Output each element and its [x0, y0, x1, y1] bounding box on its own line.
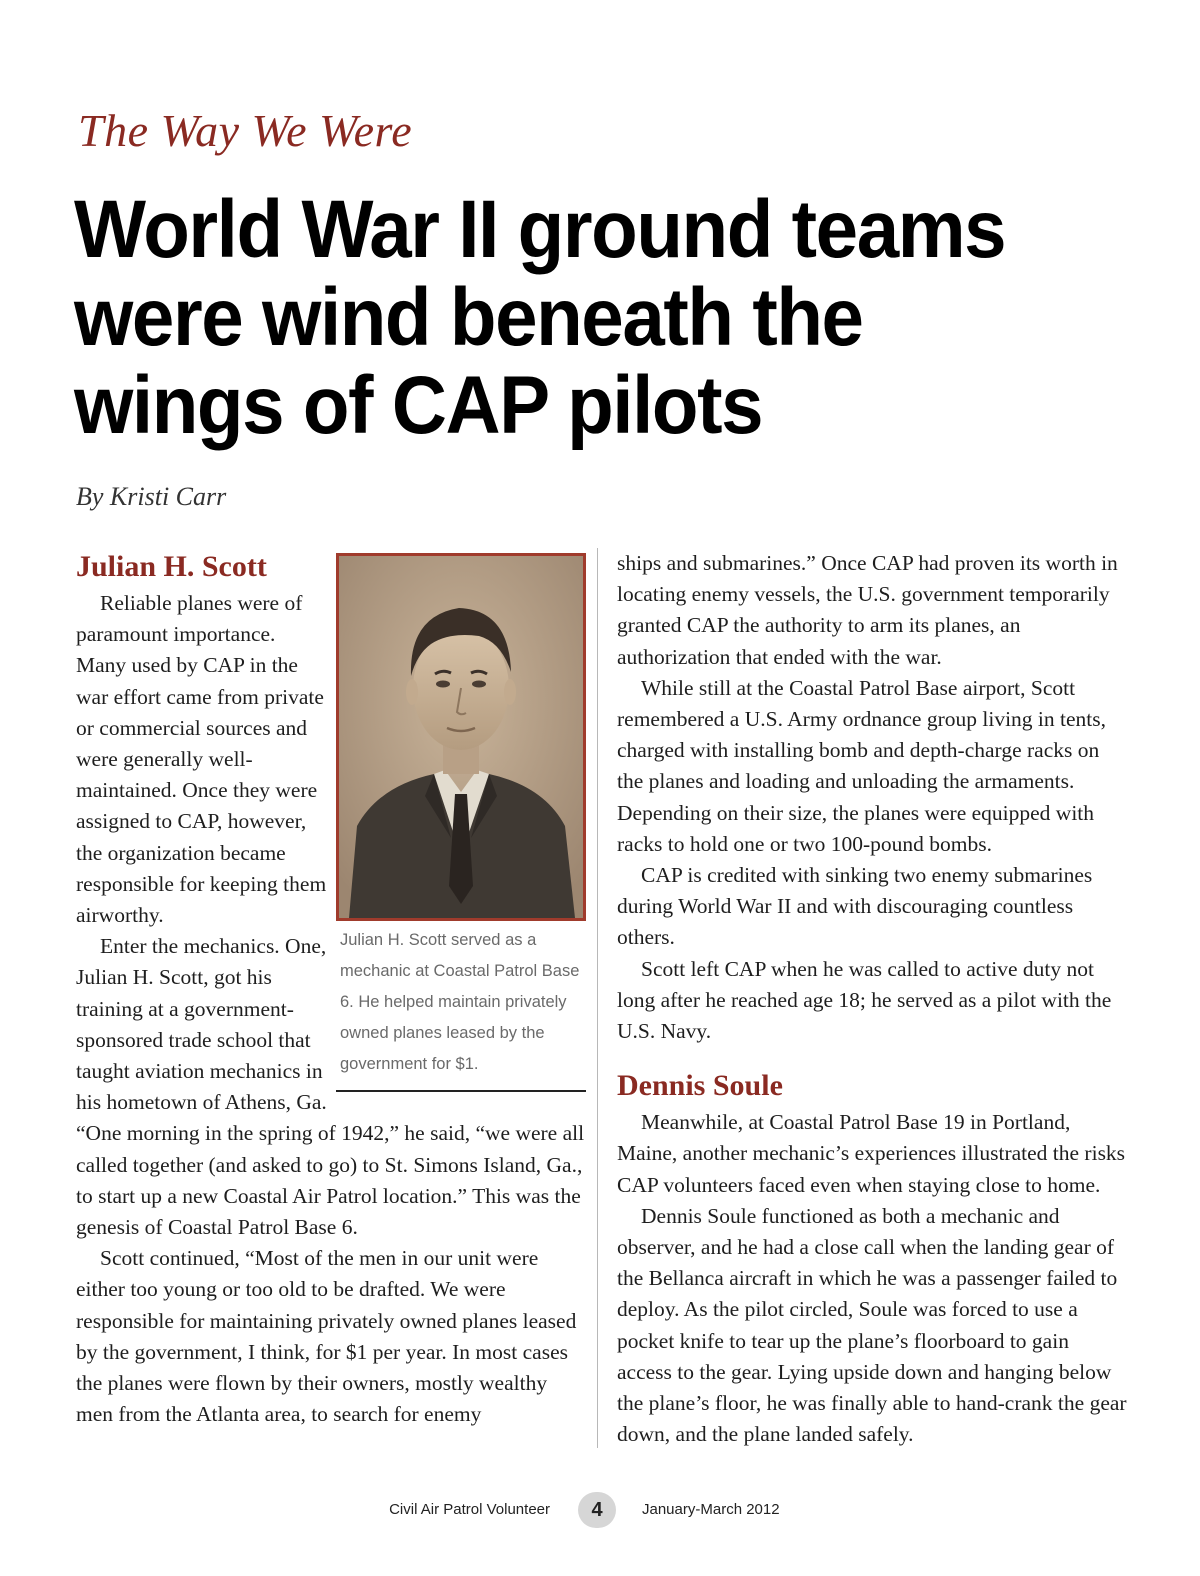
caption-rule [336, 1090, 586, 1092]
headline-line-3: wings of CAP pilots [74, 360, 763, 451]
section-heading-julian-scott: Julian H. Scott [76, 550, 267, 583]
paragraph: Enter the mechanics. One, Julian H. Scott, got his training at a government-sponsored trade school that taught aviation mechanics in his hometown of Athens, Ga. “One morning in the spring of 1942,” he said, “we were all called together (and asked to go) to St. Simons Island, Ga., to start up a new Coastal Air Patrol location.” This was the genesis of Coastal Patrol Base 6. [76, 934, 585, 1240]
headline-line-1: World War II ground teams [74, 184, 1006, 275]
paragraph: Scott left CAP when he was called to active duty not long after he reached age 18; he served as a pilot with the U.S. Navy. [617, 956, 1112, 1044]
photo-caption: Julian H. Scott served as a mechanic at Coastal Patrol Base 6. He helped maintain privately owned planes leased by the government for $1. [340, 931, 580, 1073]
paragraph: Scott continued, “Most of the men in our unit were either too young or too old to be drafted. We were responsible for maintaining privately owned planes leased by the government, I think, for $1 per year. In most cases the planes were flown by their owners, mostly wealthy men from the Atlanta area, to search for enemy [76, 1246, 577, 1427]
page-footer [0, 1492, 1200, 1532]
left-column [76, 548, 586, 1430]
section-heading-dennis-soule: Dennis Soule [617, 1069, 783, 1103]
photo-figure [336, 553, 586, 1092]
byline: By Kristi Carr [76, 482, 227, 511]
headline-line-2: were wind beneath the [74, 272, 863, 363]
right-column [617, 548, 1127, 1450]
paragraph: CAP is credited with sinking two enemy submarines during World War II and with discouraging countless others. [617, 863, 1093, 950]
paragraph: Reliable planes were of paramount importance. Many used by CAP in the war effort came from private or commercial sources and were generally well-maintained. Once they were assigned to CAP, however, the organization became responsible for keeping them airworthy. [76, 591, 327, 928]
paragraph: Meanwhile, at Coastal Patrol Base 19 in Portland, Maine, another mechanic’s experiences illustrated the risks CAP volunteers faced even when staying close to home. [617, 1110, 1126, 1197]
paragraph: ships and submarines.” Once CAP had proven its worth in locating enemy vessels, the U.S. government temporarily granted CAP the authority to arm its planes, an authorization that ended with the war. [617, 551, 1118, 669]
page-number: 4 [578, 1492, 616, 1528]
column-divider [597, 548, 598, 1448]
portrait-image [339, 556, 583, 918]
paragraph: Dennis Soule functioned as both a mechanic and observer, and he had a close call when the landing gear of the Bellanca aircraft in which he was a passenger failed to deploy. As the pilot circled, Soule was forced to use a pocket knife to tear up the plane’s floorboard to gain access to the gear. Lying upside down and hanging below the plane’s floor, he was finally able to hand-crank the gear down, and the plane landed safely. [617, 1203, 1127, 1447]
article-headline [74, 186, 1078, 450]
section-kicker: The Way We Were [78, 105, 413, 156]
issue-date: January-March 2012 [642, 1501, 780, 1518]
publication-name: Civil Air Patrol Volunteer [389, 1501, 550, 1518]
paragraph: While still at the Coastal Patrol Base airport, Scott remembered a U.S. Army ordnance group living in tents, charged with installing bomb and depth-charge racks on the planes and loading and unloading the armaments. Depending on their size, the planes were equipped with racks to hold one or two 100-pound bombs. [617, 675, 1107, 856]
portrait-photo [336, 553, 586, 921]
